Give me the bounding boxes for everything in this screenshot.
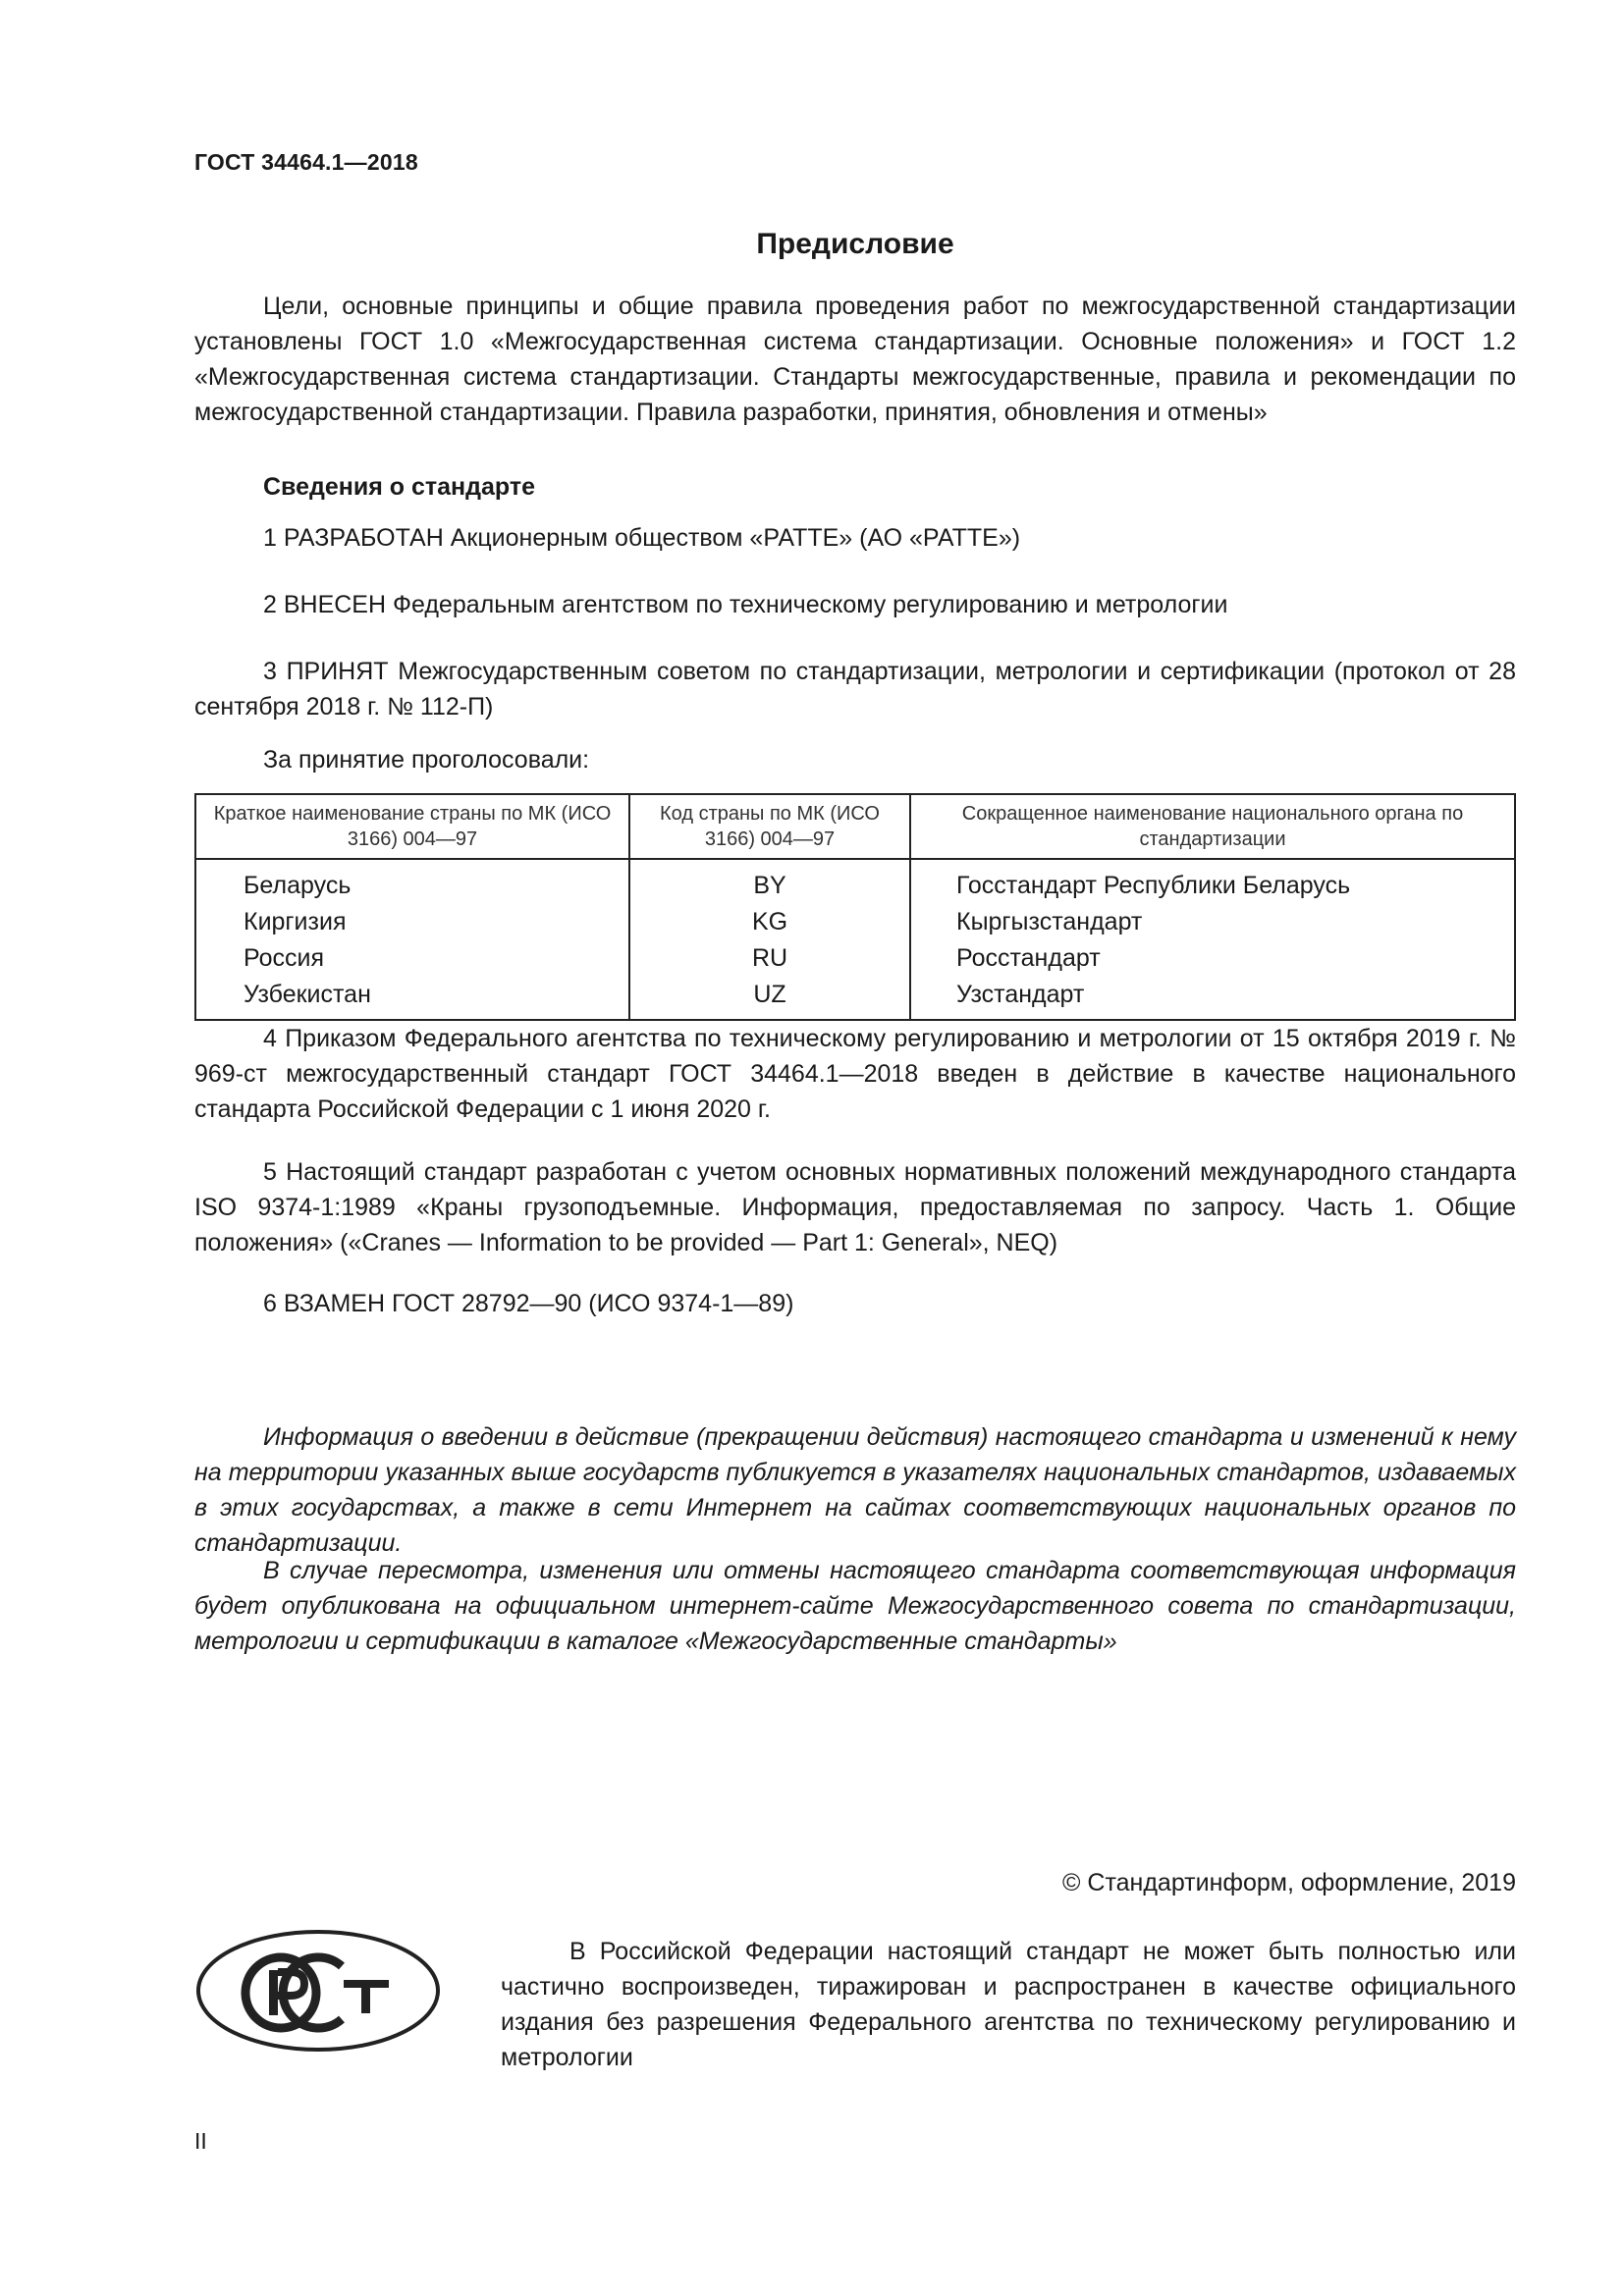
voted-label: За принятие проголосовали:	[263, 746, 590, 774]
info-paragraph-2: В случае пересмотра, изменения или отмены настоящего стандарта соответствующая информация будет опубликована на официальном интернет-сайте Межгосударственного совета по стандартизации, метрологии и сертификации в каталоге «Межгосударственные стандарты»	[194, 1557, 1516, 1655]
item-developed: 1 РАЗРАБОТАН Акционерным обществом «РАТТЕ» (АО «РАТТЕ»)	[263, 524, 1021, 552]
table-header-row	[195, 794, 1515, 859]
info-paragraph-1: Информация о введении в действие (прекращении действия) настоящего стандарта и изменений к нему на территории указанных выше государств публикуется в указателях национальных стандартов, издаваемых в этих государствах, а также в сети Интернет на сайтах соответствующих национальных органов по стандартизации.	[194, 1423, 1516, 1557]
body-cell: Госстандарт Республики Беларусь	[956, 872, 1351, 899]
document-code: ГОСТ 34464.1—2018	[194, 149, 418, 175]
column-header-country: Краткое наименование страны по МК (ИСО 3166) 004—97	[195, 794, 629, 859]
page-title: Предисловие	[756, 228, 954, 260]
body-cell: Кыргызстандарт	[956, 908, 1143, 935]
table-row	[195, 977, 1515, 1020]
table-row	[195, 904, 1515, 940]
code-cell: RU	[629, 940, 910, 977]
country-cell: Узбекистан	[195, 977, 629, 1020]
column-header-body: Сокращенное наименование национального органа по стандартизации	[910, 794, 1515, 859]
code-cell: UZ	[629, 977, 910, 1020]
intro-paragraph: Цели, основные принципы и общие правила проведения работ по межгосударственной стандартизации установлены ГОСТ 1.0 «Межгосударственная система стандартизации. Основные положения» и ГОСТ 1.2 «Межгосударственная система стандартизации. Стандарты межгосударственные, правила и рекомендации по межгосударственной стандартизации. Правила разработки, принятия, обновления и отмены»	[194, 293, 1516, 426]
copyright-line: © Стандартинформ, оформление, 2019	[1062, 1869, 1516, 1896]
body-cell: Узстандарт	[956, 981, 1085, 1008]
item-introduced: 2 ВНЕСЕН Федеральным агентством по техническому регулированию и метрологии	[263, 591, 1228, 618]
item-adopted: 3 ПРИНЯТ Межгосударственным советом по стандартизации, метрологии и сертификации (протокол от 28 сентября 2018 г. № 112-П)	[194, 658, 1516, 721]
item-enacted: 4 Приказом Федерального агентства по техническому регулированию и метрологии от 15 октября 2019 г. № 969-ст межгосударственный стандарт ГОСТ 34464.1—2018 введен в действие в качестве национального стандарта Российской Федерации с 1 июня 2020 г.	[194, 1025, 1516, 1123]
country-cell: Россия	[195, 940, 629, 977]
body-cell: Росстандарт	[956, 944, 1101, 972]
reproduction-notice: В Российской Федерации настоящий стандарт не может быть полностью или частично воспроизведен, тиражирован и распространен в качестве официального издания без разрешения Федерального агентства по техническому регулированию и метрологии	[501, 1938, 1516, 2071]
table-row	[195, 940, 1515, 977]
column-header-code: Код страны по МК (ИСО 3166) 004—97	[629, 794, 910, 859]
page-number: II	[194, 2128, 207, 2154]
voting-table	[194, 793, 1516, 1021]
country-cell: Киргизия	[195, 904, 629, 940]
country-cell: Беларусь	[195, 859, 629, 904]
code-cell: BY	[629, 859, 910, 904]
info-heading: Сведения о стандарте	[263, 473, 536, 501]
code-cell: KG	[629, 904, 910, 940]
table-row	[195, 859, 1515, 904]
item-replaces: 6 ВЗАМЕН ГОСТ 28792—90 (ИСО 9374-1—89)	[263, 1290, 794, 1317]
rst-logo-icon	[194, 1927, 442, 2055]
item-based-on: 5 Настоящий стандарт разработан с учетом основных нормативных положений международного стандарта ISO 9374-1:1989 «Краны грузоподъемные. Информация, предоставляемая по запросу. Часть 1. Общие положения» («Cranes — Information to be provided — Part 1: General», NEQ)	[194, 1158, 1516, 1256]
